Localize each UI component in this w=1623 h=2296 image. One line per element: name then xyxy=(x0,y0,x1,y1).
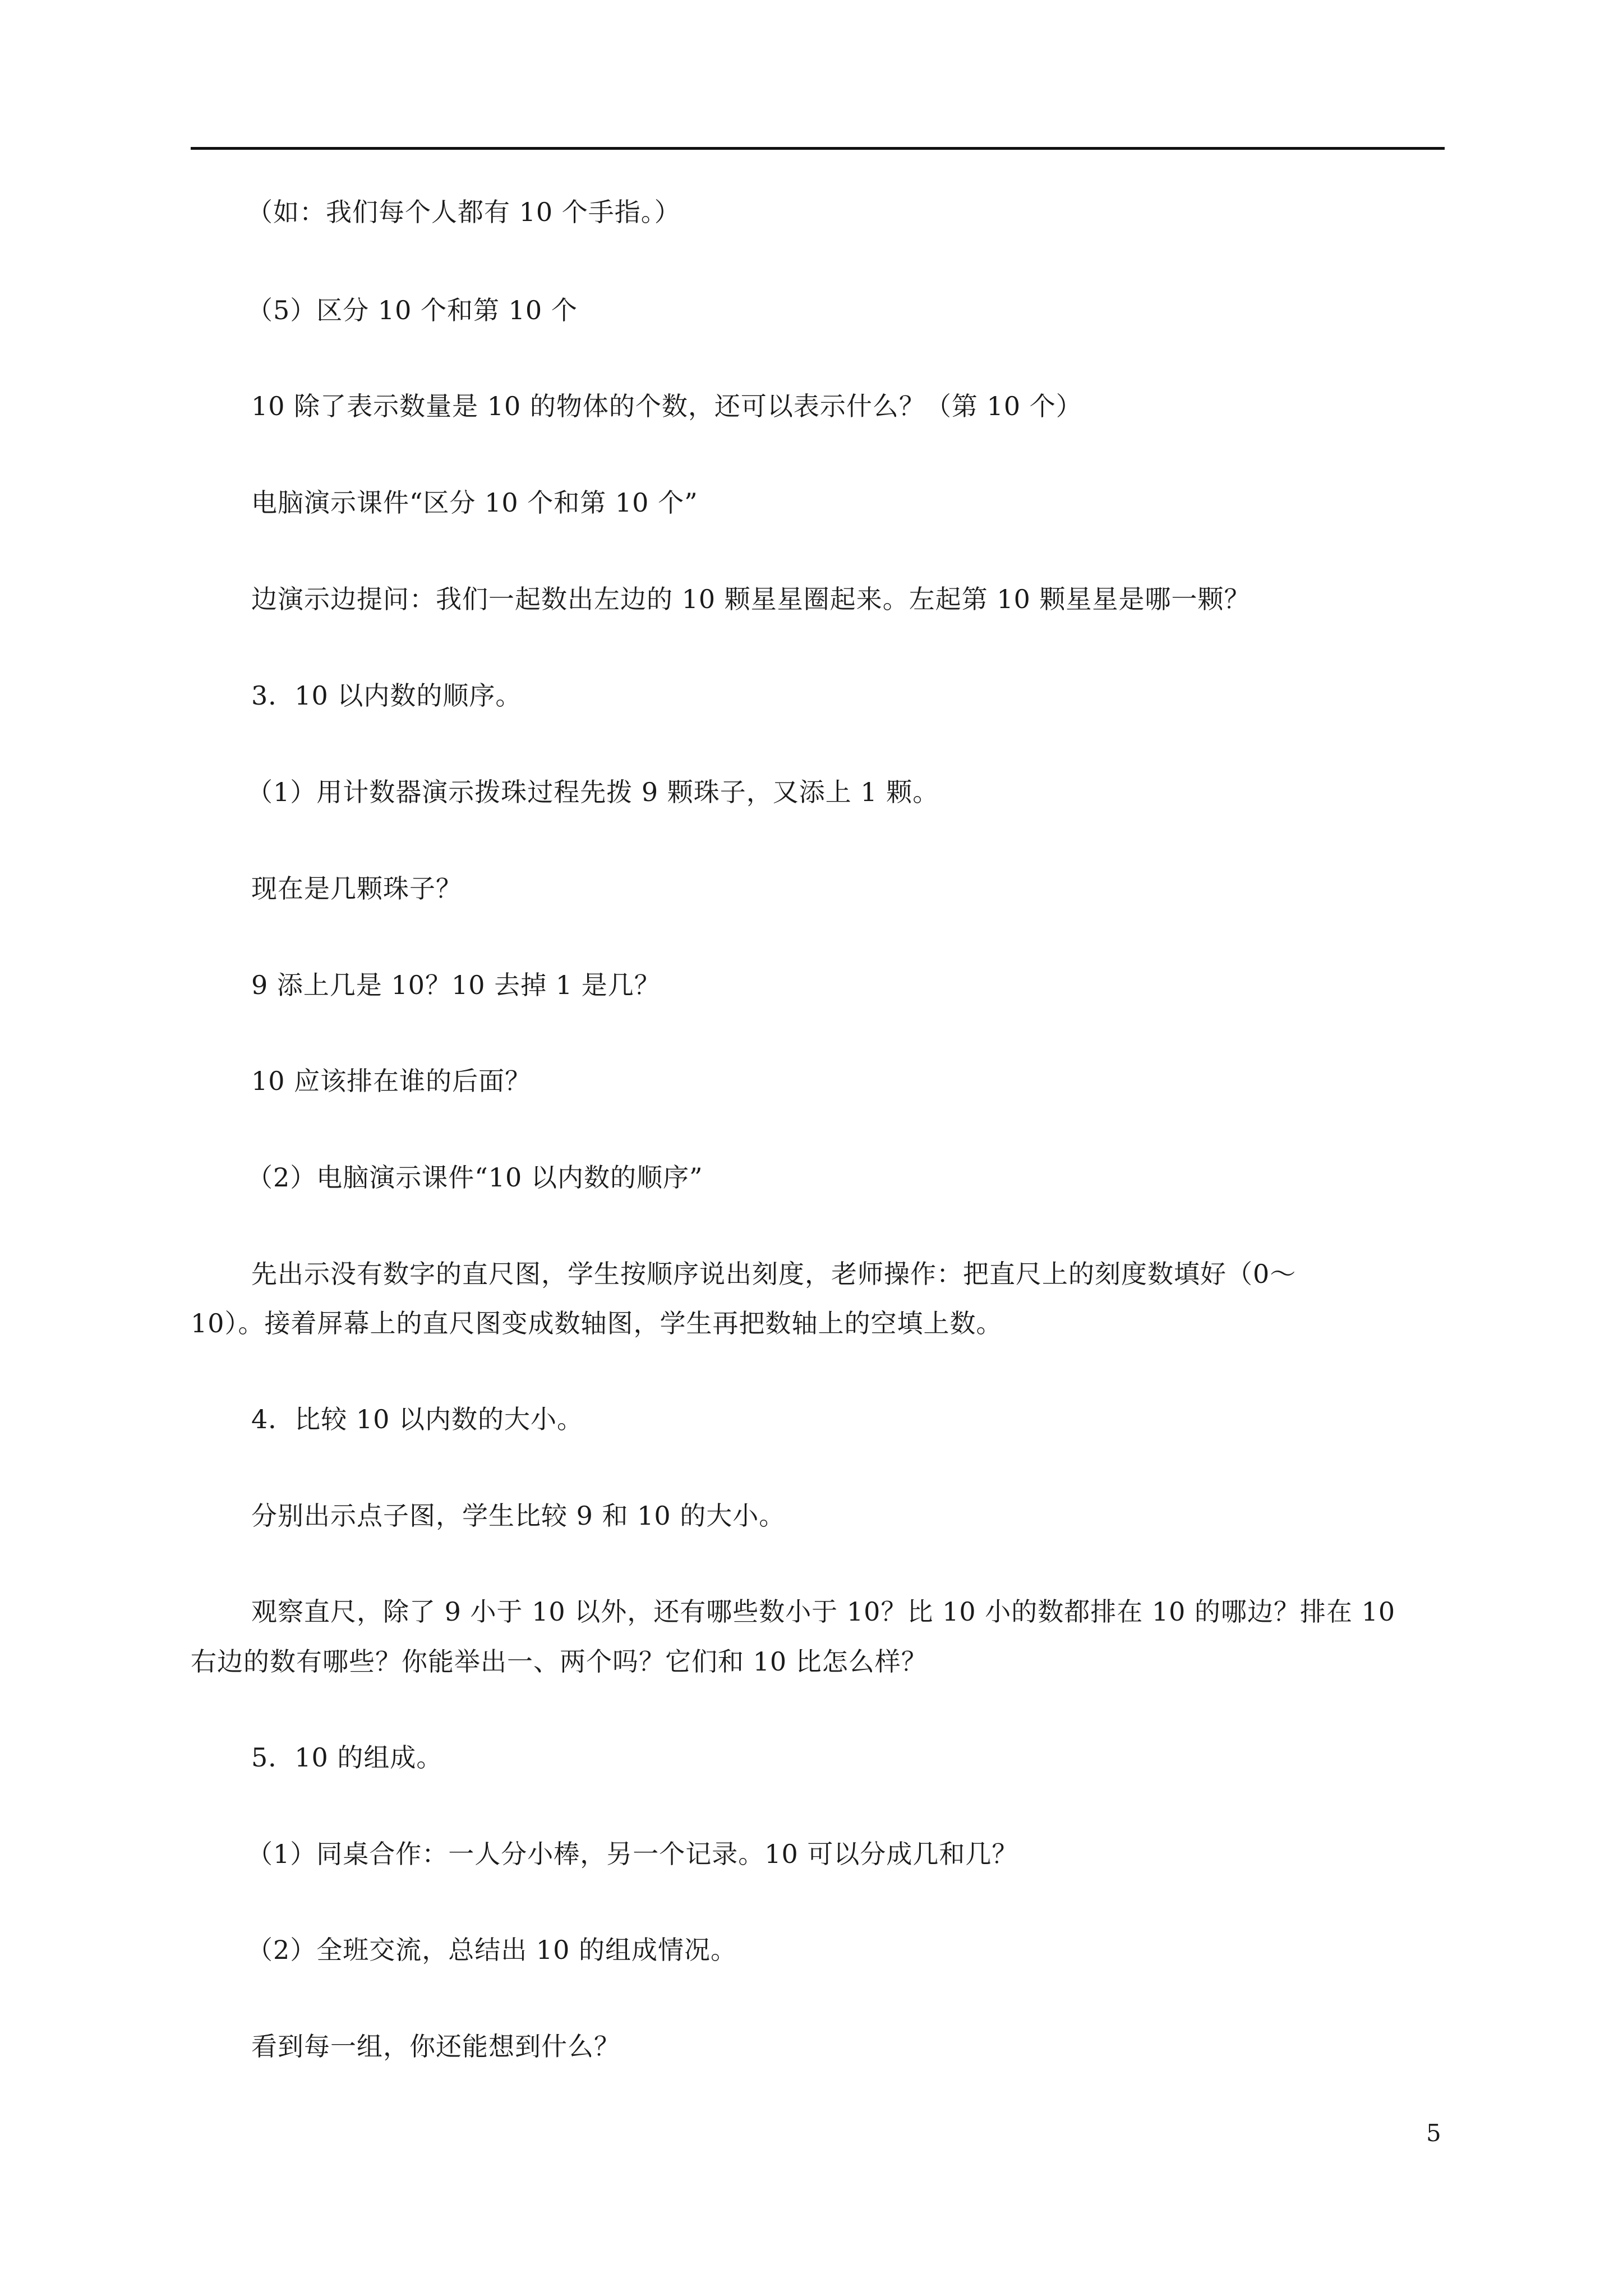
text-line: 观察直尺，除了 9 小于 10 以外，还有哪些数小于 10？比 10 小的数都排在 10 的哪边？排在 10 xyxy=(251,1596,1396,1627)
text-line: 电脑演示课件“区分 10 个和第 10 个” xyxy=(251,487,698,518)
text-line: 现在是几颗珠子？ xyxy=(251,873,462,904)
text-line: 10 除了表示数量是 10 的物体的个数，还可以表示什么？（第 10 个） xyxy=(251,391,1082,421)
text-line: （1）用计数器演示拨珠过程先拨 9 颗珠子，又添上 1 颗。 xyxy=(247,777,939,807)
header-rule xyxy=(191,147,1445,150)
text-line: 看到每一组，你还能想到什么？ xyxy=(251,2031,620,2062)
text-line: 3．10 以内数的顺序。 xyxy=(251,680,522,711)
text-line: 4．比较 10 以内数的大小。 xyxy=(251,1404,584,1434)
text-line: （1）同桌合作：一人分小棒，另一个记录。10 可以分成几和几？ xyxy=(247,1839,1018,1869)
text-line: （如：我们每个人都有 10 个手指。） xyxy=(247,197,681,227)
text-line: （5）区分 10 个和第 10 个 xyxy=(247,295,578,325)
text-line: 右边的数有哪些？你能举出一、两个吗？它们和 10 比怎么样？ xyxy=(191,1646,928,1677)
text-line: （2）全班交流，总结出 10 的组成情况。 xyxy=(247,1935,737,1965)
text-line: 10）。接着屏幕上的直尺图变成数轴图，学生再把数轴上的空填上数。 xyxy=(191,1308,1003,1338)
text-line: 边演示边提问：我们一起数出左边的 10 颗星星圈起来。左起第 10 颗星星是哪一颗？ xyxy=(251,584,1251,614)
text-line: （2）电脑演示课件“10 以内数的顺序” xyxy=(247,1162,703,1193)
text-line: 先出示没有数字的直尺图，学生按顺序说出刻度，老师操作：把直尺上的刻度数填好（0～ xyxy=(251,1259,1297,1289)
text-line: 5．10 的组成。 xyxy=(251,1742,443,1773)
page-number: 5 xyxy=(1426,2119,1441,2147)
text-line: 分别出示点子图，学生比较 9 和 10 的大小。 xyxy=(251,1501,786,1531)
text-line: 9 添上几是 10？10 去掉 1 是几？ xyxy=(251,970,661,1000)
text-line: 10 应该排在谁的后面？ xyxy=(251,1066,532,1096)
